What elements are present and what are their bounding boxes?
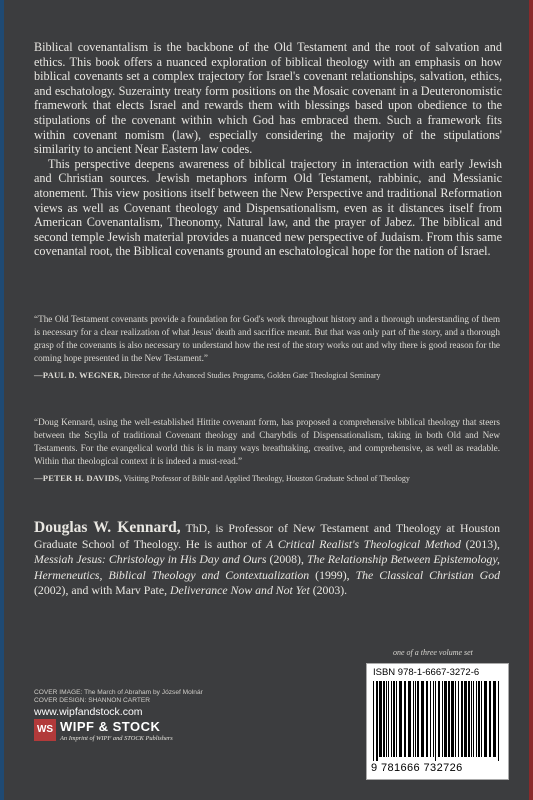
barcode-bar xyxy=(399,681,402,757)
barcode-bars xyxy=(373,681,502,761)
barcode-bar xyxy=(426,681,428,757)
barcode-bar xyxy=(464,681,467,757)
barcode-bar xyxy=(408,681,411,757)
barcode-bar xyxy=(388,681,389,757)
barcode-bar xyxy=(458,681,459,757)
bio-text: (2002), and with Marv Pate, xyxy=(34,583,170,598)
endorsement-quote: “The Old Testament covenants provide a foundation for God's work throughout history and a thorough understanding of them is necessary for a clear realization of what Jesus' death and sacrifice meant. But that was only part of the story, and a thorough grasp of the covenants is also necessary to understand how the rest of the story works out and why there is good reason for the coming hope presented in the New Testament.” xyxy=(34,314,500,363)
endorser-title: Visiting Professor of Bible and Applied Theology, Houston Graduate School of Theology xyxy=(123,474,410,483)
isbn-label: ISBN 978-1-6667-3272-6 xyxy=(373,667,480,678)
cover-credits xyxy=(34,689,203,705)
barcode-bar xyxy=(433,681,434,757)
endorsement-quote: “Doug Kennard, using the well-established Hittite covenant form, has proposed a comprehensive biblical theology that steers between the Scylla of traditional Covenant theology and Charybdis of Dispensationalism, taking in both Old and New Testaments. For the evangelical world this is in many ways breathtaking, creative, and comprehensive, as well as readable. Within that theological context it is indeed a must-read.” xyxy=(34,417,500,466)
author-bio xyxy=(34,520,500,599)
barcode-bar xyxy=(471,681,472,757)
author-name: Douglas W. Kennard, xyxy=(34,519,181,536)
barcode-bar xyxy=(484,681,487,757)
description-paragraph-2: This perspective deepens awareness of biblical trajectory in interaction with early Jewish and Christian sources. Jewish metaphors inform Old Testament, rabbinic, and Messianic atonement. This view positions itself between the New Perspective and traditional Reformation views as well as Covenant theology and Dispensationalism, even as it distances itself from American Covenantalism, Theonomy, Natural law, and the prayer of Jabez. The biblical and second temple Jewish material provides a nuanced new perspective of Judaism. From this same covenantal root, the Biblical covenants ground an eschatological hope for the nation of Israel. xyxy=(34,156,502,259)
series-note: one of a three volume set xyxy=(393,648,473,657)
barcode-bar xyxy=(373,681,374,761)
barcode-panel xyxy=(366,663,509,780)
barcode-bar xyxy=(476,681,477,757)
publisher-name: WIPF & STOCK xyxy=(60,719,161,734)
barcode-bar xyxy=(376,681,378,761)
barcode-bar xyxy=(435,681,436,761)
barcode-bar xyxy=(478,681,480,757)
book-title: The Classical Christian God xyxy=(355,567,500,582)
barcode-bar xyxy=(481,681,482,757)
book-title: Messiah Jesus: Christology in His Day and Ours xyxy=(34,552,267,567)
bio-text: (1999), xyxy=(309,567,356,582)
publisher-logo xyxy=(34,719,176,747)
book-title: Deliverance Now and Not Yet xyxy=(169,583,310,598)
endorsement-attribution xyxy=(34,472,500,485)
barcode-bar xyxy=(468,681,470,757)
endorser-title: Director of the Advanced Studies Programs, Golden Gate Theological Seminary xyxy=(123,371,381,380)
barcode-bar xyxy=(451,681,454,757)
publisher-website: www.wipfandstock.com xyxy=(34,706,143,718)
barcode-bar xyxy=(415,681,416,757)
description-paragraph-1: Biblical covenantalism is the backbone of the Old Testament and the root of salvation and ethics. This book offers a nuanced exploration of biblical theology with an emphasis on how biblical covenants set a complex trajectory for Israel's covenant relationships, salvation, ethics, and eschatology. Suzerainty treaty form positions on the Mosaic covenant in a Deuteronomistic framework that elects Israel and rewards them with blessings based upon obedience to the stipulations of the covenant within which God has embraced them. Such a framework fits within covenant nomism (law), especially considering the majority of the stipulations' similarity to ancient Near Eastern law codes. xyxy=(34,40,502,157)
bio-text: ThD, is Professor of New Testament and Theology at Houston Graduate School of Theology. He is author of xyxy=(34,521,500,551)
barcode-bar xyxy=(473,681,474,757)
barcode-bar xyxy=(379,681,382,757)
barcode-bar xyxy=(444,681,447,757)
barcode-bar xyxy=(417,681,419,757)
barcode-bar xyxy=(393,681,395,757)
cover-design-credit: COVER DESIGN: SHANNON CARTER xyxy=(34,697,151,704)
barcode-bar xyxy=(489,681,491,757)
barcode-bar xyxy=(404,681,406,757)
barcode-bar xyxy=(461,681,463,757)
publisher-logo-mark: WS xyxy=(34,719,56,741)
barcode-bar xyxy=(391,681,392,757)
left-accent-bar xyxy=(0,0,4,800)
barcode-bar xyxy=(421,681,424,757)
barcode-bar xyxy=(448,681,450,757)
book-description xyxy=(34,40,502,259)
right-edge-stripe xyxy=(529,0,533,800)
endorsement-attribution xyxy=(34,369,500,382)
barcode-bar xyxy=(498,681,499,761)
endorsement-1 xyxy=(34,313,500,382)
book-title: A Critical Realist's Theological Method xyxy=(266,536,461,551)
barcode-bar xyxy=(442,681,443,757)
barcode-bar xyxy=(430,681,431,757)
barcode-bar xyxy=(493,681,496,757)
publisher-tagline: An Imprint of WIPF and STOCK Publishers xyxy=(60,735,173,742)
barcode-digits: 9 781666 732726 xyxy=(371,762,463,774)
barcode-bar xyxy=(383,681,385,757)
barcode-bar xyxy=(396,681,397,757)
bio-text: (2003). xyxy=(309,583,348,598)
barcode-bar xyxy=(438,681,440,757)
bio-text: (2013), xyxy=(460,536,500,551)
barcode-bar xyxy=(386,681,387,757)
book-title: The Relationship Between Epistemology, Hermeneutics, Biblical Theology and Contextualization xyxy=(34,552,500,582)
bio-text: (2008), xyxy=(266,552,307,567)
barcode-bar xyxy=(413,681,414,757)
endorser-name: —PAUL D. WEGNER, xyxy=(34,370,122,380)
endorser-name: —PETER H. DAVIDS, xyxy=(34,473,122,483)
barcode-bar xyxy=(455,681,456,757)
endorsement-2 xyxy=(34,416,500,485)
cover-image-credit: COVER IMAGE: The March of Abraham by József Molnár xyxy=(34,689,203,696)
